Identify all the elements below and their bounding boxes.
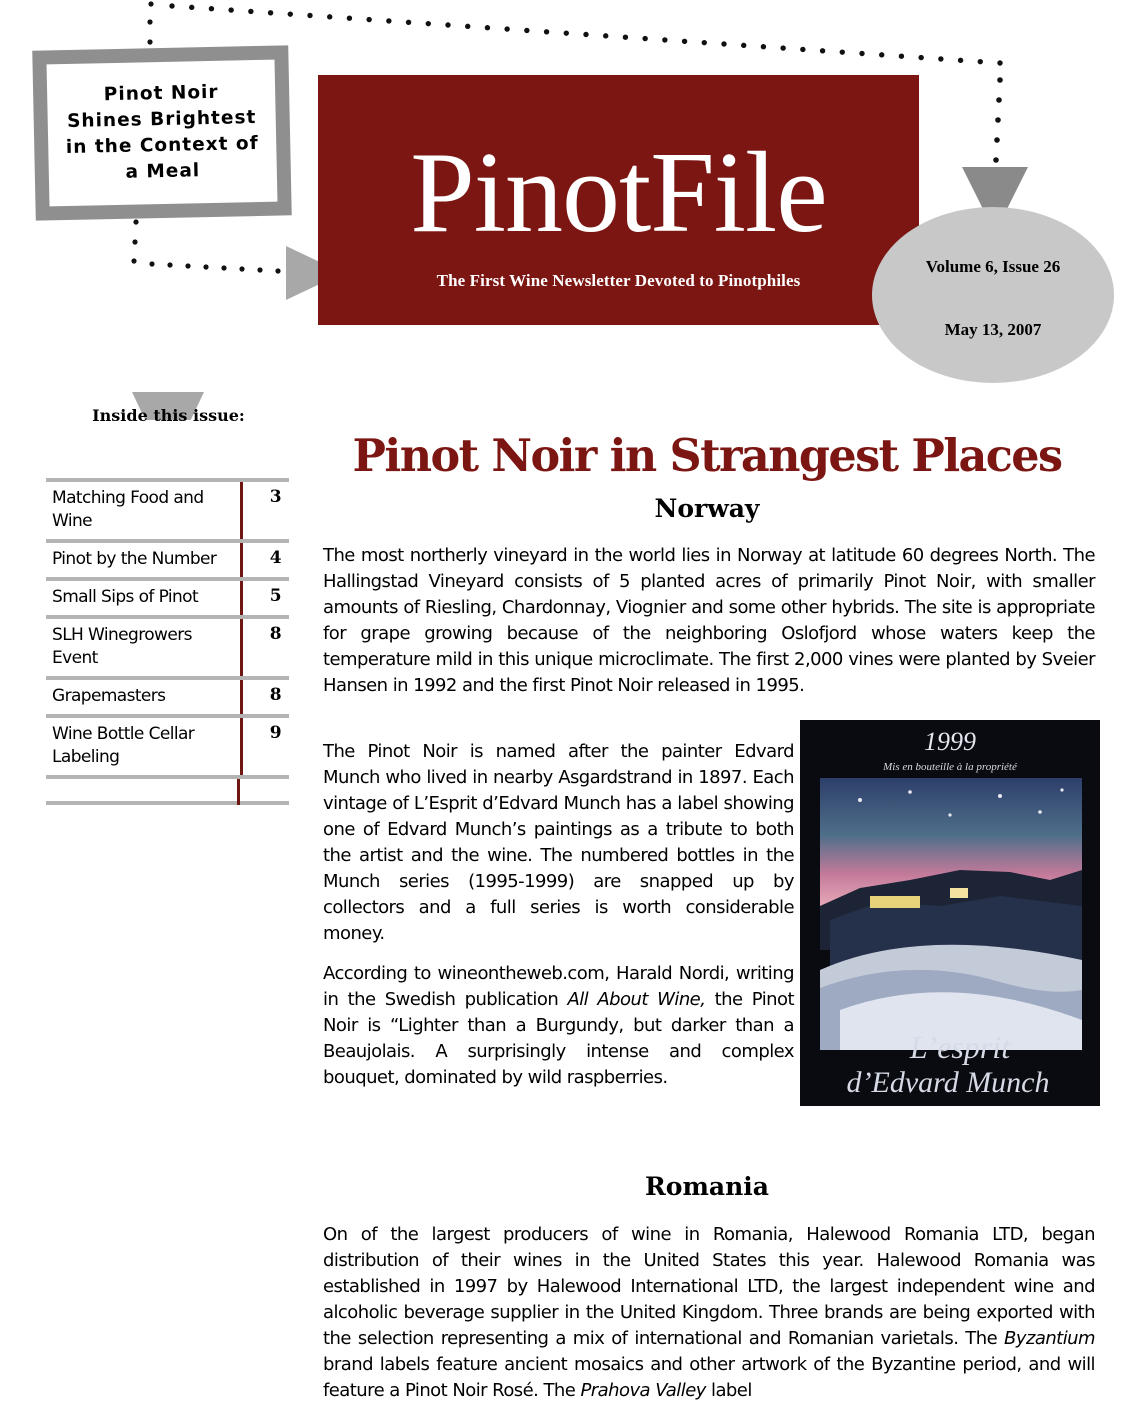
toc-item-title: SLH Winegrowers Event	[46, 619, 243, 676]
norway-paragraph-2: The Pinot Noir is named after the painter Edvard Munch who lived in nearby Asgardstrand in 1897. Each vintage of L’Esprit d’Edvard Munch has a label showing one of Edvard Munch’s paintings as a tribute to both the artist and the wine. The numbered bottles in the Munch series (1995-1999) are snapped up by collectors and a full series is worth considerable money.	[323, 741, 794, 944]
section-heading-norway: Norway	[654, 494, 760, 523]
callout-line: Pinot Noir	[103, 81, 219, 106]
toc-item-title: Pinot by the Number	[46, 543, 243, 577]
toc-item[interactable]	[46, 581, 289, 619]
label-tagline: Mis en bouteille à la propriété	[883, 761, 1017, 773]
table-of-contents	[46, 478, 289, 805]
label-name-line1: L’esprit	[909, 1029, 1011, 1065]
callout-line: in the Context of	[65, 132, 259, 159]
masthead: PinotFile The First Wine Newsletter Devoted to Pinotphiles	[318, 75, 919, 325]
toc-item-page: 3	[269, 487, 281, 507]
toc-item[interactable]	[46, 619, 289, 680]
brand-name: Byzantium	[1004, 1328, 1095, 1349]
toc-item[interactable]	[46, 680, 289, 718]
label-name-line2: d’Edvard Munch	[846, 1066, 1050, 1099]
toc-item-page: 4	[269, 548, 281, 568]
label-year: 1999	[924, 727, 976, 756]
issue-badge	[872, 207, 1114, 383]
toc-item-page: 9	[269, 723, 281, 743]
toc-item-title: Matching Food and Wine	[46, 482, 243, 539]
wine-label-image	[800, 720, 1100, 1106]
toc-item-page: 5	[269, 586, 281, 606]
norway-paragraph-3: According to wineontheweb.com, Harald Nordi, writing in the Swedish publication All About Wine, the Pinot Noir is “Lighter than a Burgundy, but darker than a Beaujolais. A surprisingly intense and complex bouquet, dominated by wild raspberries.	[323, 963, 794, 1088]
toc-item-title: Grapemasters	[46, 680, 243, 714]
toc-item[interactable]	[46, 543, 289, 581]
toc-item-title: Wine Bottle Cellar Labeling	[46, 718, 243, 775]
toc-label: Inside this issue:	[92, 406, 245, 425]
callout-line: Shines Brightest	[66, 107, 257, 132]
callout-box	[32, 45, 292, 220]
callout-text	[47, 60, 278, 207]
section-heading-romania: Romania	[645, 1172, 769, 1201]
toc-item[interactable]	[46, 718, 289, 779]
toc-item-page: 8	[269, 624, 281, 644]
callout-line: a Meal	[125, 160, 201, 183]
romania-paragraph-1: On of the largest producers of wine in Romania, Halewood Romania LTD, began distribution of their wines in the United States this year. Halewood Romania was established in 1997 by Halewood International LTD, the largest independent wine and alcoholic beverage supplier in the United Kingdom. Three brands are being exported with the selection representing a mix of international and Romanian varietals. The Byzantium brand labels feature ancient mosaics and other artwork of the Byzantine period, and will feature a Pinot Noir Rosé. The Prahova Valley label	[323, 1224, 1095, 1401]
toc-item-title: Small Sips of Pinot	[46, 581, 243, 615]
toc-footer-rule	[46, 779, 289, 805]
newsletter-subtitle: The First Wine Newsletter Devoted to Pinotphiles	[436, 271, 801, 290]
toc-item[interactable]	[46, 482, 289, 543]
norway-paragraph-1: The most northerly vineyard in the world lies in Norway at latitude 60 degrees North. The Hallingstad Vineyard consists of 5 planted acres of primarily Pinot Noir, with smaller amounts of Riesling, Chardonnay, Viognier and some other hybrids. The site is appropriate for grape growing because of the neighboring Oslofjord whose waters keep the temperature mild in this unique microclimate. The first 2,000 vines were planted by Sveier Hansen in 1992 and the first Pinot Noir released in 1995.	[323, 545, 1095, 696]
publication-name: All About Wine,	[567, 989, 706, 1010]
issue-volume: Volume 6, Issue 26	[925, 257, 1061, 276]
toc-item-page: 8	[269, 685, 281, 705]
article-headline: Pinot Noir in Strangest Places	[352, 430, 1062, 482]
brand-name: Prahova Valley	[580, 1380, 706, 1401]
issue-date: May 13, 2007	[944, 320, 1042, 339]
